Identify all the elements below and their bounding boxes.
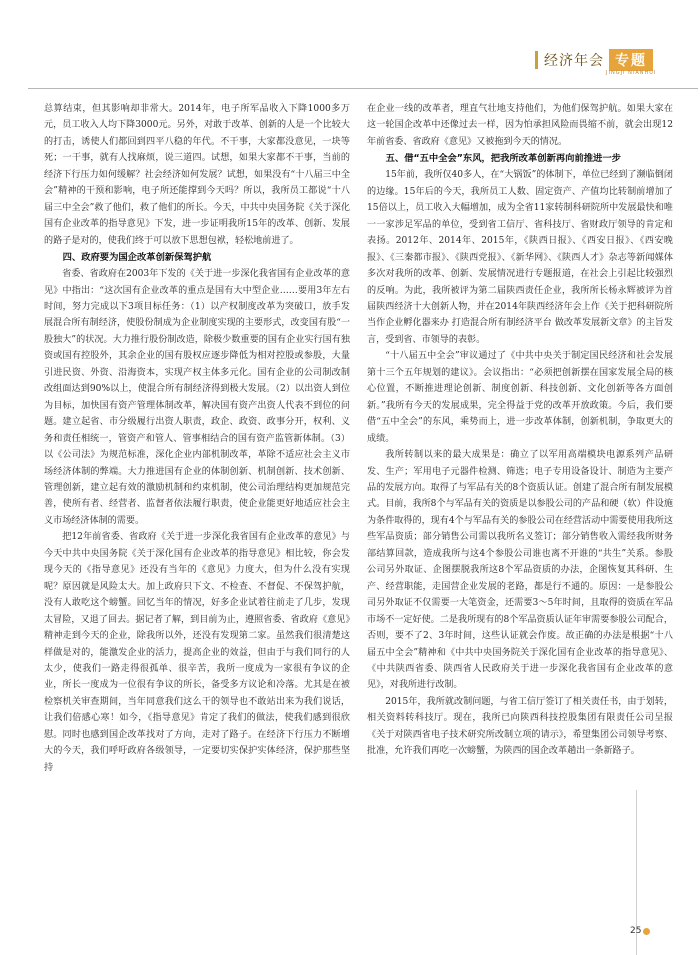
magazine-brand: [535, 49, 653, 71]
section-heading: 四、政府要为国企改革创新保驾护航: [62, 252, 212, 264]
right-column: [367, 101, 673, 760]
paragraph: 2015年，我所就改制问题，与省工信厅签订了相关责任书，由于划转，相关资料转科技厅。现在，我所已向陕西科技控股集团有限责任公司呈报《关于对陕西省电子技术研究所改制立项的请示》，希望集团公司领导考察、批准，允许我们再吃一次螃蟹，为陕西的国企改革趟出一条新路子。: [367, 696, 673, 757]
magazine-name: 经济年会: [544, 53, 604, 69]
section-heading: 五、借“五中全会”东风，把我所改革创新再向前推进一步: [385, 153, 621, 165]
page-number-text: 25: [630, 926, 642, 936]
page-number: [630, 926, 650, 936]
brand-accent-bar: [535, 51, 538, 69]
paragraph: 总算结束，但其影响却非常大。2014年，电子所军品收入下降1000多万元，员工收入人均下降3000元。另外，对敢于改革、创新的人是一个比较大的打击，诱使人们都回到四平八稳的年代。不干事，大家都没意见，一块等死；一干事，就有人找麻烦，说三道四。试想，如果大家都不干事，当前的经济下行压力如何缓解？社会经济如何发展？试想，如果没有“十八届三中全会”精神的干预和影响，电子所还能撑到今天吗？所以，我所员工都说“十八届三中全会”救了他们，救了他们的所长。今天，中共中央国务院《关于深化国有企业改革的指导意见》下发，进一步证明我所15年的改革、创新、发展的路子是对的，使我们终于可以放下思想包袱，轻松地前进了。: [44, 104, 350, 246]
paragraph: 在企业一线的改革者，理直气壮地支持他们，为他们保驾护航。如果大家在这一轮国企改革中还像过去一样，因为怕承担风险而畏缩不前，就会出现12年前省委、省政府《意见》又被拖到今天的情况。: [367, 104, 673, 147]
paragraph: 我所转制以来的最大成果是：确立了以军用高端模块电源系列产品研发、生产；军用电子元器件检测、筛选；电子专用设备设计、制造为主要产品的发展方向。取得了与军品有关的8个资质认证。创建了混合所有制发展模式。目前，我所8个与军品有关的资质是以参股公司的产品和硬（软）件设施为条件取得的，现有4个与军品有关的参股公司在经营活动中需要使用我所这些军品资质；部分销售公司需以我所名义签订；部分销售收入需经我所财务部结算回款，造成我所与这4个参股公司谁也离不开谁的“共生”关系。参股公司另外取证、企图摆脱我所这8个军品资质的办法，企图恢复其科研、生产、经营职能，走国营企业发展的老路，都是行不通的。原因：一是参股公司另外取证不仅需要一大笔资金，还需要3～5年时间，且取得的资质在军品市场不一定好使。二是我所现有的8个军品资质认证年审需要参股公司配合，否则，要不了2、3年时间，这些认证就会作废。故正确的办法是根据“十八届五中全会”精神和《中共中央国务院关于深化国有企业改革的指导意见》、《中共陕西省委、陕西省人民政府关于进一步深化我省国有企业改革的意见》，对我所进行改制。: [367, 450, 673, 691]
paragraph: “十八届五中全会”审议通过了《中共中央关于制定国民经济和社会发展第十三个五年规划的建议》。会议指出：“必须把创新摆在国家发展全局的核心位置，不断推进理论创新、制度创新、科技创新、文化创新等各方面创新。”我所有今天的发展成果，完全得益于党的改革开放政策。今后，我们要借“五中全会”的东风，乘势而上，进一步改革体制，创新机制，争取更大的成绩。: [367, 351, 673, 444]
page-dot-icon: [643, 928, 650, 935]
header-rule: [28, 88, 698, 89]
magazine-pinyin: JINGJI NIANHUI: [606, 70, 657, 76]
paragraph: 15年前，我所仅40多人，在“大锅饭”的体制下，单位已经到了濒临倒闭的边缘。15年后的今天，我所员工人数、固定资产、产值均比转制前增加了15倍以上，员工收入大幅增加，成为全省11家转制科研院所中发展最快和唯一一家涉足军品的单位，受到省工信厅、省科技厅、省财政厅领导的肯定和表扬。2012年、2014年、2015年，《陕西日报》、《西安日报》、《西安晚报》、《三秦都市报》、《陕西党报》、《新华网》、《陕西人才》杂志等新闻媒体多次对我所的改革、创新、发展情况进行专题报道，在社会上引起比较强烈的反响。为此，我所被评为第二届陕西责任企业，我所所长杨永辉被评为首届陕西经济十大创新人物，并在2014年陕西经济年会上作《关于把科研院所当作企业孵化器来办 打造混合所有制经济平台 做改革发展新文章》的主旨发言，受到省、市领导的表彰。: [367, 170, 673, 345]
paragraph: 省委、省政府在2003年下发的《关于进一步深化我省国有企业改革的意见》中指出：“这次国有企业改革的重点是国有大中型企业……要用3年左右时间，努力完成以下3项目标任务：（1）以产权制度改革为突破口，放手发展混合所有制经济，使股份制成为企业制度实现的主要形式，改变国有股“一股独大”的状况。大力推行股份制改造，除极少数重要的国有企业实行国有独资或国有控股外，其余企业的国有股权应逐步降低为相对控股或参股，大量引进民资、外资、沿海资本，实现产权主体多元化。国有企业的公司制改制改组面达到90%以上，使混合所有制经济得到极大发展。（2）以出资人到位为目标，加快国有资产管理体制改革，解决国有资产出资人代表不到位的问题。建立起省、市分级履行出资人职责，政企、政资、政事分开，权利、义务和责任相统一，管资产和管人、管事相结合的国有资产监管新体制。（3）以《公司法》为规范标准，深化企业内部机制改革，革除不适应社会主义市场经济体制的弊端。大力推进国有企业的体制创新、机制创新、技术创新、管理创新，建立起有效的激励机制和约束机制，使公司治理结构更加规范完善，使所有者、经营者、监督者依法履行职责，使企业能更好地适应社会主义市场经济体制的需要。: [44, 269, 350, 526]
paragraph: 把12年前省委、省政府《关于进一步深化我省国有企业改革的意见》与今天中共中央国务院《关于深化国有企业改革的指导意见》相比较，你会发现今天的《指导意见》还没有当年的《意见》力度大，但为什么没有实现呢？原因就是风险太大。加上政府只下文、不检查、不督促、不保驾护航，没有人敢吃这个螃蟹。回忆当年的情况，好多企业试着往前走了几步，发现太冒险，又退了回去。据记者了解，到目前为止，遵照省委、省政府《意见》精神走到今天的企业，除我所以外，还没有发现第二家。虽然我们很清楚这样做是对的，能激发企业的活力，提高企业的效益，但由于与我们同行的人太少，使我们一路走得很孤单、很辛苦，我所一度成为一家很有争议的企业，所长一度成为一位很有争议的所长，备受多方议论和冷落。尤其是在被检察机关审查期间，当年同意我们这么干的领导也不敢站出来为我们说话，让我们倍感心寒！如今，《指导意见》肯定了我们的做法，使我们感到很欣慰。同时也感到国企改革找对了方向，走对了路子。在经济下行压力不断增大的今天，我们呼吁政府各级领导，一定要切实保护实体经济，保护那些坚持: [44, 532, 350, 773]
section-tag: 专题: [609, 49, 653, 71]
page-header: [0, 0, 700, 92]
left-column: [44, 101, 350, 776]
